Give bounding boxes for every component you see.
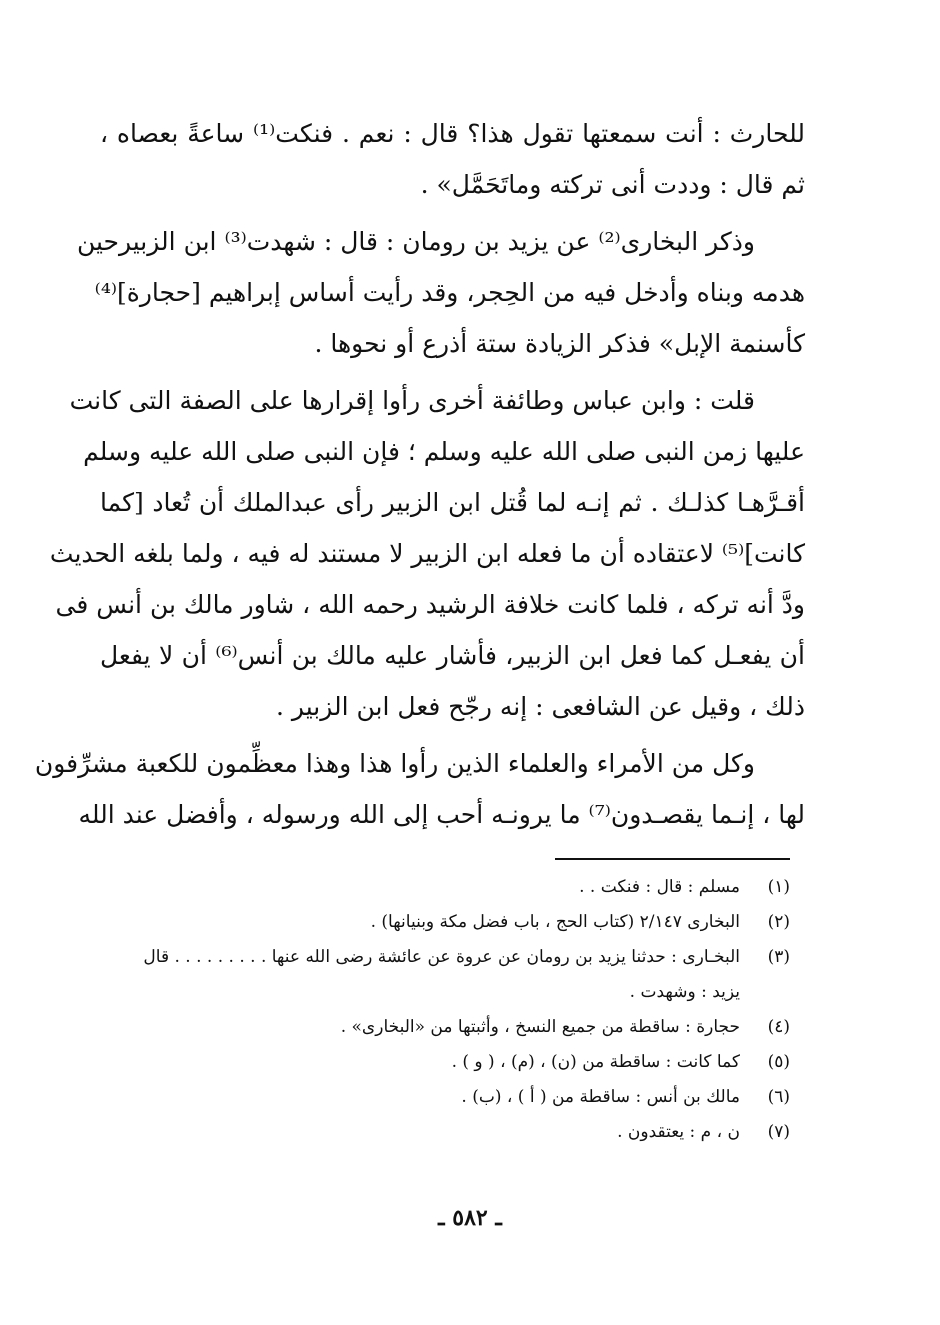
footnote-number: (٤) (767, 1017, 790, 1037)
footnote-text: ن ، م : يعتقدون . (617, 1122, 740, 1142)
footnote-divider (555, 858, 790, 860)
text-line: ذلك ، وقيل عن الشافعى : إنه رجّح فعل ابن الزبير . (276, 692, 805, 721)
text-line: عليها زمن النبى صلى الله عليه وسلم ؛ فإن النبى صلى الله عليه وسلم (83, 437, 805, 466)
text-line: ثم قال : وددت أنى تركته وماتَحَمَّل» . (420, 170, 805, 199)
text-line: قلت : وابن عباس وطائفة أخرى رأوا إقرارها على الصفة التى كانت (69, 386, 755, 415)
footnote-number: (٦) (767, 1087, 790, 1107)
text-line: وذكر البخارى⁽²⁾ عن يزيد بن رومان : قال : شهدت⁽³⁾ ابن الزبيرحين (76, 227, 755, 256)
text-line: وكل من الأمراء والعلماء الذين رأوا هذا وهذا معظِّمون للكعبة مشرِّفون (34, 749, 755, 778)
text-line: لها ، إنـما يقصـدون⁽⁷⁾ ما يرونـه أحب إلى الله ورسوله ، وأفضل عند الله (78, 800, 805, 829)
footnote (140, 1080, 790, 1115)
footnote-number: (٣) (767, 947, 790, 967)
text-line: ودَّ أنه تركه ، فلما كانت خلافة الرشيد رحمه الله ، شاور مالك بن أنس فى (55, 590, 805, 619)
text-line: أن يفعـل كما فعل ابن الزبير، فأشار عليه مالك بن أنس⁽⁶⁾ أن لا يفعل (100, 641, 805, 670)
main-text (34, 108, 805, 840)
footnote (140, 940, 790, 975)
footnote-text: مالك بن أنس : ساقطة من ( أ ) ، (ب) . (461, 1087, 740, 1107)
footnote-text: مسلم : قال : فنكت . . (579, 877, 740, 897)
text-line: كانت]⁽⁵⁾ لاعتقاده أن ما فعله ابن الزبير لا مستند له فيه ، ولما بلغه الحديث (49, 539, 805, 568)
text-line: أقـرَّهـا كذلـك . ثم إنـه لما قُتل ابن الزبير رأى عبدالملك أن تُعاد [كما (100, 488, 805, 517)
text-line: كأسنمة الإبل» فذكر الزيادة ستة أذرع أو نحوها . (314, 329, 805, 358)
footnote (140, 870, 790, 905)
footnotes (140, 870, 790, 1150)
footnote (140, 1115, 790, 1150)
page-number: ـ ٥٨٢ ـ (438, 1205, 502, 1231)
footnote (140, 1010, 790, 1045)
footnote-text: كما كانت : ساقطة من (ن) ، (م) ، ( و ) . (451, 1052, 740, 1072)
footnote-text: البخارى ٢/١٤٧ (كتاب الحج ، باب فضل مكة وبنيانها) . (370, 912, 740, 932)
footnote (140, 1045, 790, 1080)
footnote-text: البخـارى : حدثنا يزيد بن رومان عن عروة عن عائشة رضى الله عنها . . . . . . . . . قال (143, 947, 740, 967)
footnote-number: (٢) (767, 912, 790, 932)
footnote-number: (٥) (767, 1052, 790, 1072)
footnote (140, 905, 790, 940)
text-line: هدمه وبناه وأدخل فيه من الحِجر، وقد رأيت أساس إبراهيم [حجارة]⁽⁴⁾ (94, 278, 805, 307)
footnote-number: (١) (767, 877, 790, 897)
text-line: للحارث : أنت سمعتها تقول هذا؟ قال : نعم . فنكت⁽¹⁾ ساعةً بعصاه ، (100, 119, 805, 148)
footnote-continuation: يزيد : وشهدت . (629, 982, 740, 1002)
footnote-number: (٧) (767, 1122, 790, 1142)
footnote-text: حجارة : ساقطة من جميع النسخ ، وأثبتها من «البخارى» . (340, 1017, 740, 1037)
